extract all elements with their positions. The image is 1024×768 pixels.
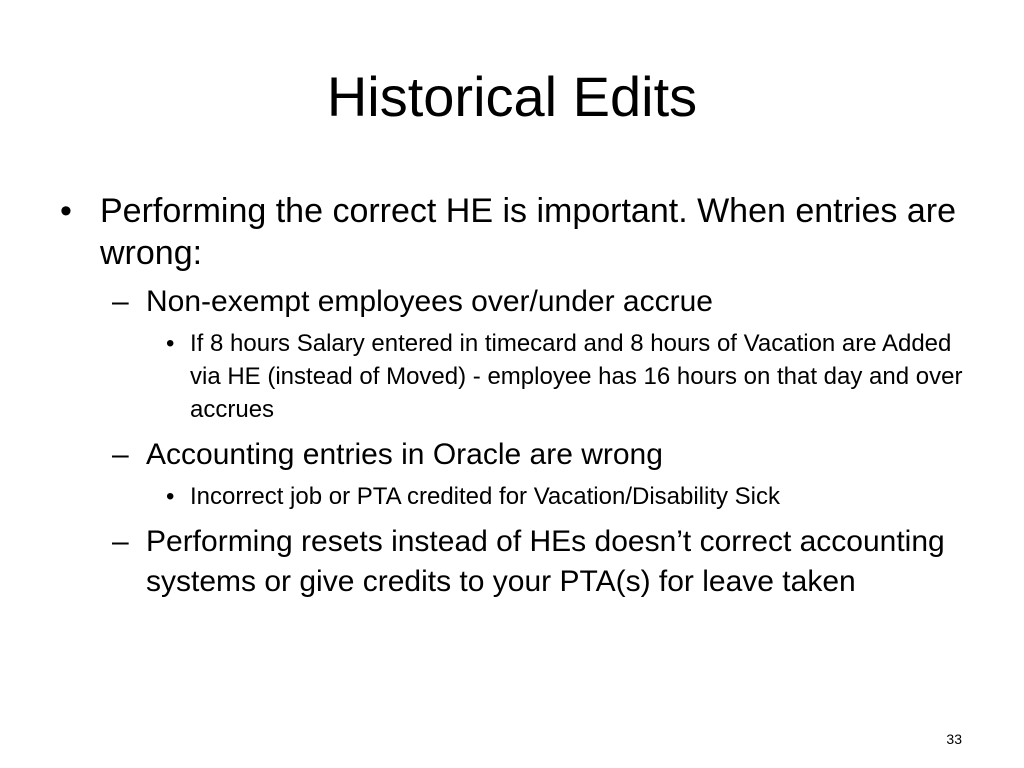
dash-marker: –	[112, 438, 129, 471]
bullet-text: Performing the correct HE is important. When entries are wrong:	[100, 192, 956, 272]
subbullet-text: Accounting entries in Oracle are wrong	[146, 438, 663, 471]
subbullet-level-2	[60, 282, 980, 322]
bullet-marker: •	[166, 483, 175, 510]
dash-marker: –	[112, 525, 129, 558]
subbullet-text: Performing resets instead of HEs doesn’t correct accounting systems or give credits to your PTA(s) for leave taken	[146, 525, 945, 598]
slide-content	[60, 190, 980, 607]
dash-marker: –	[112, 285, 129, 318]
subbullet-level-2	[60, 522, 980, 602]
slide-title: Historical Edits	[326, 65, 698, 128]
subbullet-text: Incorrect job or PTA credited for Vacation/Disability Sick	[190, 483, 781, 510]
subbullet-text: Non-exempt employees over/under accrue	[146, 285, 713, 318]
bullet-level-1	[60, 190, 980, 274]
subbullet-level-3	[60, 480, 980, 513]
subbullet-text: If 8 hours Salary entered in timecard and 8 hours of Vacation are Added via HE (instead of Moved) - employee has 16 hours on that day and over accrues	[190, 330, 963, 423]
bullet-marker: •	[166, 330, 175, 357]
bullet-marker: •	[60, 192, 72, 230]
page-number: 33	[946, 731, 962, 747]
subbullet-level-2	[60, 435, 980, 475]
subbullet-level-3	[60, 327, 980, 426]
